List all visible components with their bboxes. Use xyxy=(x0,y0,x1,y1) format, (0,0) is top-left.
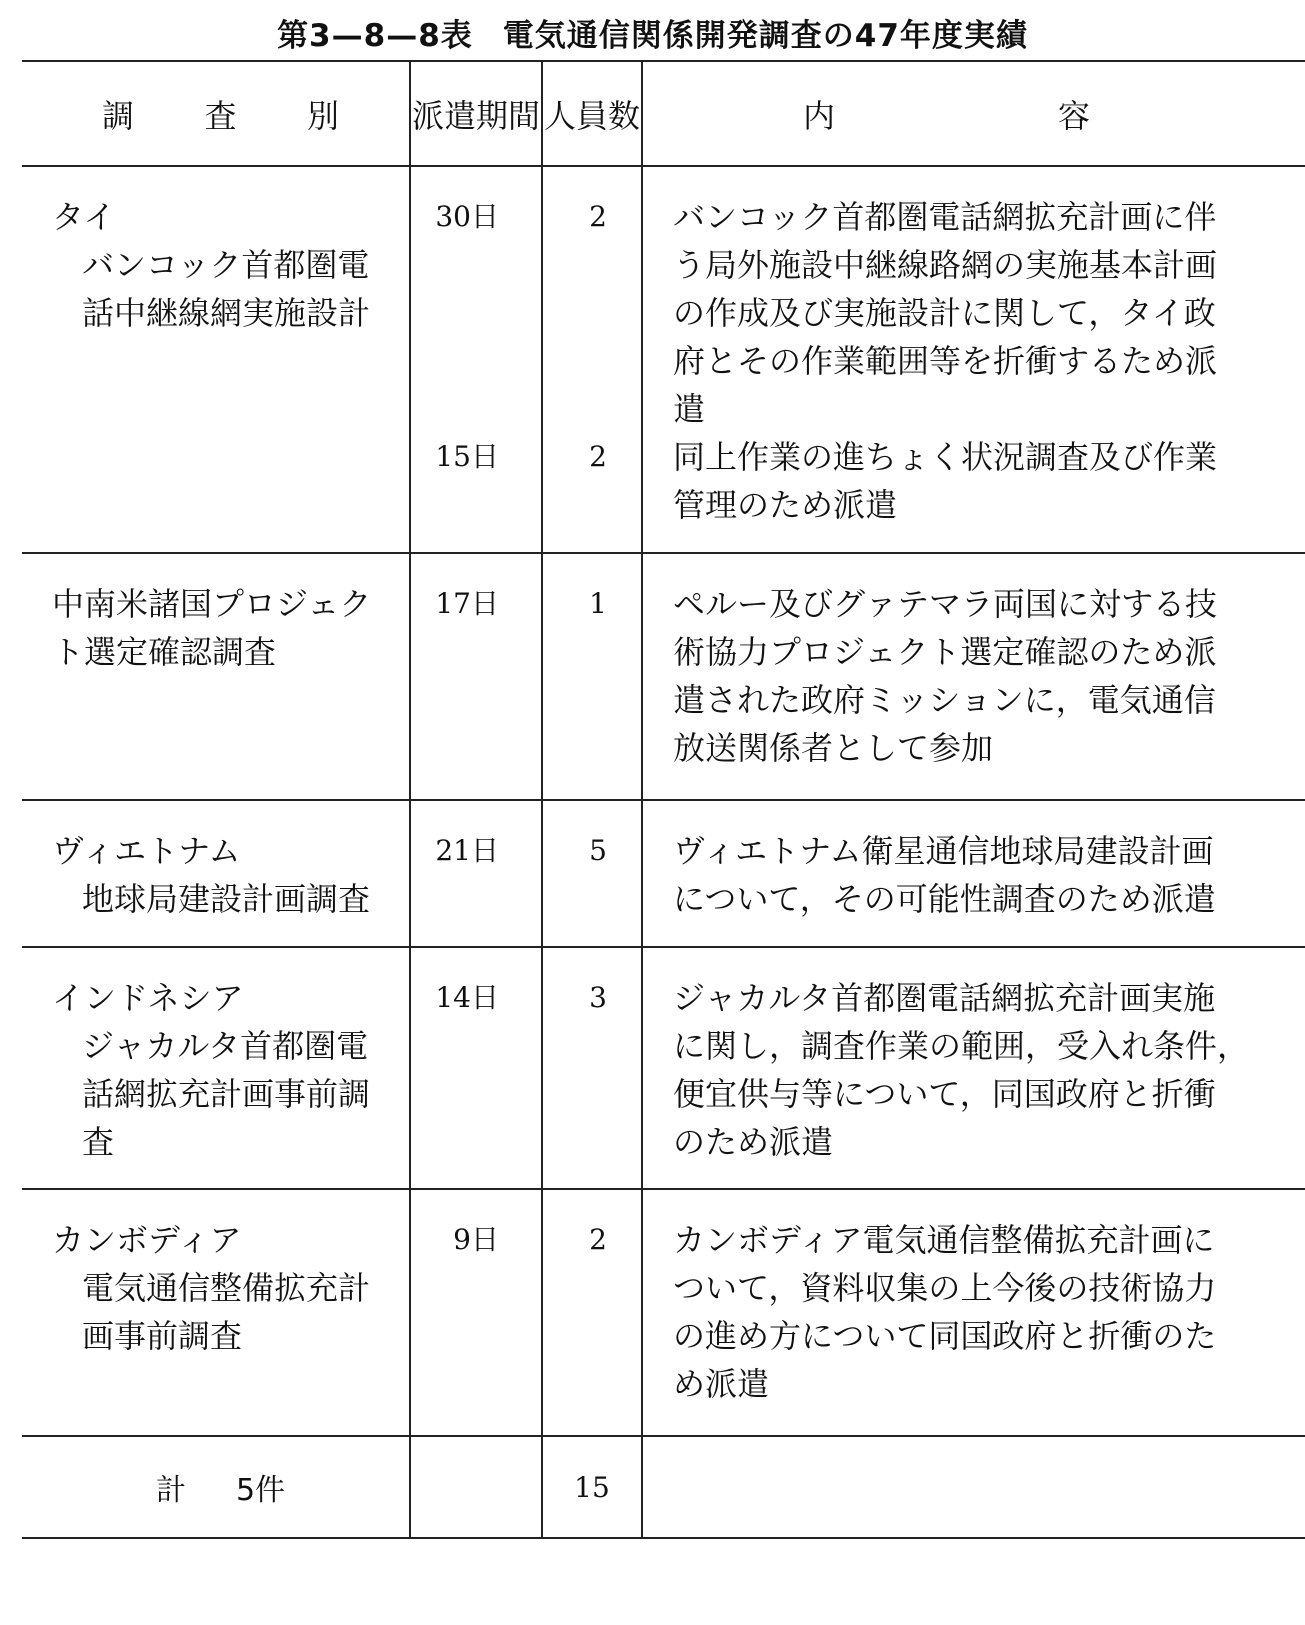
header-row xyxy=(22,61,1305,166)
country-name: インドネシア xyxy=(52,979,244,1017)
persons-value: 2 xyxy=(589,200,607,233)
total-persons: 15 xyxy=(574,1470,610,1504)
period-cell xyxy=(410,1189,542,1436)
table-row xyxy=(22,1189,1305,1436)
table-row xyxy=(22,800,1305,947)
project-name: ト選定確認調査 xyxy=(52,633,277,671)
content-line: ヴィエトナム衛星通信地球局建設計画 xyxy=(673,832,1214,870)
content-line: カンボディア電気通信整備拡充計画に xyxy=(673,1221,1215,1259)
table-caption: 電気通信関係開発調査の47年度実績 xyxy=(502,18,1028,54)
category-cell xyxy=(22,800,410,947)
country-name: タイ xyxy=(52,198,116,236)
period-value: 17日 xyxy=(435,587,499,620)
content-line: 放送関係者として参加 xyxy=(673,729,994,767)
header-period: 派遣期間 xyxy=(410,61,542,166)
header-category: 調 査 別 xyxy=(22,61,410,166)
table-row xyxy=(22,553,1305,800)
content-line: 同上作業の進ちょく状況調査及び作業 xyxy=(673,438,1218,476)
content-line: 遣 xyxy=(673,390,706,428)
content-line: め派遣 xyxy=(673,1365,770,1403)
table-row xyxy=(22,947,1305,1189)
period-cell xyxy=(410,553,542,800)
content-cell xyxy=(642,947,1305,1189)
total-period-cell xyxy=(410,1436,542,1538)
content-line: 管理のため派遣 xyxy=(673,486,898,524)
period-value: 9日 xyxy=(453,1223,499,1256)
project-name: 話網拡充計画事前調 xyxy=(82,1075,371,1113)
content-line: に関し，調査作業の範囲，受入れ条件， xyxy=(673,1027,1250,1065)
table-title xyxy=(0,10,1305,55)
table-number: 第3—8—8表 xyxy=(277,18,473,54)
period-value: 15日 xyxy=(435,440,499,473)
total-row xyxy=(22,1436,1305,1538)
project-name: バンコック首都圏電 xyxy=(82,246,370,284)
period-cell xyxy=(410,166,542,553)
period-value: 30日 xyxy=(435,200,499,233)
project-name: 査 xyxy=(82,1123,115,1161)
period-cell xyxy=(410,800,542,947)
content-line: の進め方について同国政府と折衝のた xyxy=(673,1317,1217,1355)
content-cell xyxy=(642,553,1305,800)
category-cell xyxy=(22,166,410,553)
content-line: について，その可能性調査のため派遣 xyxy=(673,880,1216,918)
persons-value: 2 xyxy=(589,440,607,473)
category-cell xyxy=(22,1189,410,1436)
country-name: ヴィエトナム xyxy=(52,832,241,870)
header-content: 内 容 xyxy=(642,61,1305,166)
content-line: う局外施設中継線路網の実施基本計画 xyxy=(673,246,1218,284)
project-name: 話中継線網実施設計 xyxy=(82,294,371,332)
content-cell xyxy=(642,1189,1305,1436)
persons-cell xyxy=(542,553,642,800)
persons-value: 3 xyxy=(589,981,607,1014)
content-line: ペルー及びグァテマラ両国に対する技 xyxy=(673,585,1218,623)
table-row xyxy=(22,166,1305,553)
total-label: 計 xyxy=(155,1473,186,1508)
project-name: ジャカルタ首都圏電 xyxy=(82,1027,369,1065)
total-count: 5件 xyxy=(235,1473,286,1508)
survey-table xyxy=(22,60,1305,1539)
project-name: 地球局建設計画調査 xyxy=(82,880,371,918)
content-line: 術協力プロジェクト選定確認のため派 xyxy=(673,633,1217,671)
content-line: ジャカルタ首都圏電話網拡充計画実施 xyxy=(673,979,1216,1017)
persons-cell xyxy=(542,947,642,1189)
project-name: 画事前調査 xyxy=(82,1317,243,1355)
persons-value: 5 xyxy=(589,834,607,867)
project-name: 電気通信整備拡充計 xyxy=(82,1269,371,1307)
total-label-cell xyxy=(22,1436,410,1538)
total-persons-cell xyxy=(542,1436,642,1538)
persons-value: 1 xyxy=(589,587,607,620)
content-line: ついて，資料収集の上今後の技術協力 xyxy=(673,1269,1217,1307)
total-content-cell xyxy=(642,1436,1305,1538)
header-persons: 人員数 xyxy=(542,61,642,166)
period-cell xyxy=(410,947,542,1189)
persons-cell xyxy=(542,800,642,947)
content-line: の作成及び実施設計に関して，タイ政 xyxy=(673,294,1216,332)
period-value: 14日 xyxy=(435,981,499,1014)
content-line: バンコック首都圏電話網拡充計画に伴 xyxy=(673,198,1217,236)
content-cell xyxy=(642,166,1305,553)
period-value: 21日 xyxy=(435,834,499,867)
persons-value: 2 xyxy=(589,1223,607,1256)
country-name: カンボディア xyxy=(52,1221,242,1259)
country-name: 中南米諸国プロジェク xyxy=(52,585,372,623)
content-line: 遣された政府ミッションに，電気通信 xyxy=(673,681,1216,719)
category-cell xyxy=(22,947,410,1189)
content-cell xyxy=(642,800,1305,947)
content-line: 府とその作業範囲等を折衝するため派 xyxy=(673,342,1218,380)
persons-cell xyxy=(542,166,642,553)
content-line: 便宜供与等について，同国政府と折衝 xyxy=(673,1075,1216,1113)
category-cell xyxy=(22,553,410,800)
content-line: のため派遣 xyxy=(673,1123,834,1161)
persons-cell xyxy=(542,1189,642,1436)
